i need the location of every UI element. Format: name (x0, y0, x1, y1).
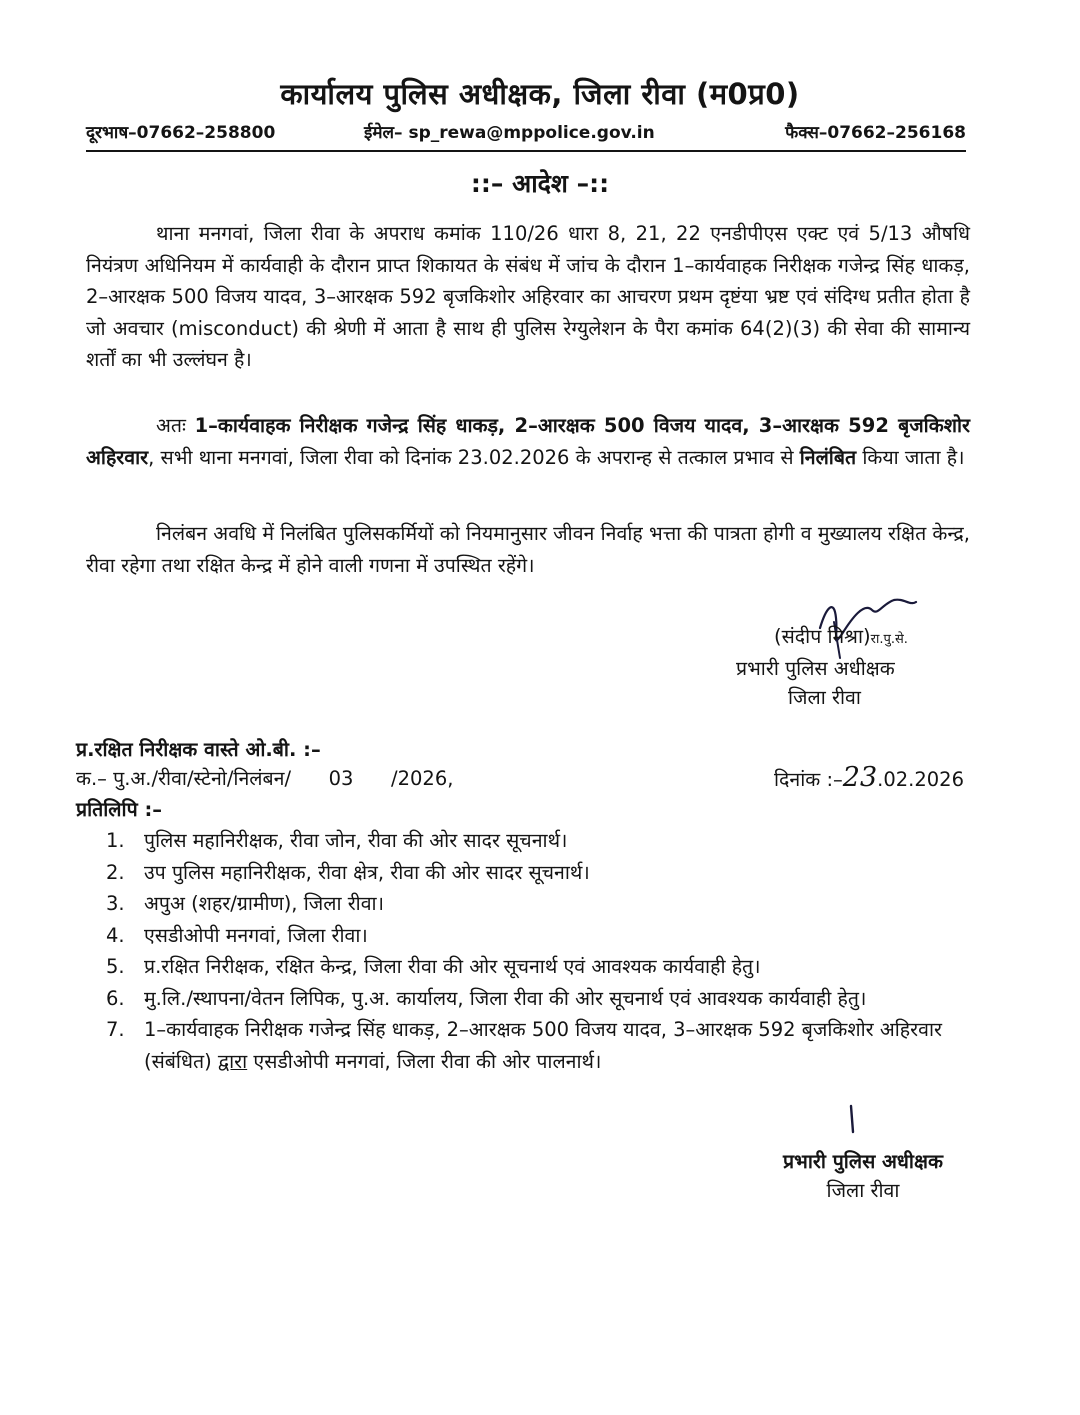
signatory-designation-2: प्रभारी पुलिस अधीक्षक (783, 1150, 943, 1173)
list-text: प्र.रक्षित निरीक्षक, रक्षित केन्द्र, जिला रीवा की ओर सूचनार्थ एवं आवश्यक कार्यवाही हेतु। (144, 955, 761, 978)
list-num: 5. (106, 955, 125, 978)
list-num: 6. (106, 986, 125, 1010)
list-item (106, 920, 986, 952)
list-num: 2. (106, 860, 125, 884)
signatory-service: रा.पु.से. (870, 632, 908, 647)
handwritten-mark (848, 1104, 856, 1134)
list-item (106, 983, 986, 1015)
list-text: एसडीओपी मनगवां, जिला रीवा। (144, 923, 368, 947)
date-rest: .02.2026 (877, 768, 964, 791)
list-text: अपुअ (शहर/ग्रामीण), जिला रीवा। (144, 892, 384, 915)
list-item (106, 951, 986, 983)
date-label: दिनांक :– (774, 768, 843, 791)
list-text: मु.लि./स्थापना/वेतन लिपिक, पु.अ. कार्यालय, जिला रीवा की ओर सूचनार्थ एवं आवश्यक कार्यवाही हेतु। (144, 986, 867, 1010)
paragraph-investigation (86, 218, 970, 376)
dispatch-date (774, 762, 964, 793)
paragraph-suspension (86, 410, 970, 473)
ref-number: 03 (328, 767, 354, 790)
list-num: 1. (106, 829, 125, 852)
list-num: 3. (106, 892, 125, 915)
paragraph-investigation-text: थाना मनगवां, जिला रीवा के अपराध कमांक 110/26 धारा 8, 21, 22 एनडीपीएस एक्ट एवं 5/13 औषधि नियंत्रण अधिनियम में कार्यवाही के दौरान प्राप्त शिकायत के संबंध में जांच के दौरान 1–कार्यवाहक निरीक्षक गजेन्द्र सिंह धाकड़, 2–आरक्षक 500 विजय यादव, 3–आरक्षक 592 बृजकिशोर अहिरवार का आचरण प्रथम दृष्टंया भ्रष्ट एवं संदिग्ध प्रतीत होता है जो अवचार (misconduct) की श्रेणी में आता है साथ ही पुलिस रेग्युलेशन के पैरा कमांक 64(2)(3) की सेवा की सामान्य शर्तों का भी उल्लंघन है। (86, 222, 970, 371)
signature-block-1 (736, 622, 976, 712)
list-text: उप पुलिस महानिरीक्षक, रीवा क्षेत्र, रीवा की ओर सादर सूचनार्थ। (144, 860, 590, 884)
paragraph-allowance-text: निलंबन अवधि में निलंबित पुलिसकर्मियों को नियमानुसार जीवन निर्वाह भत्ता की पात्रता होगी व मुख्यालय रक्षित केन्द्र, रीवा रहेगा तथा रक्षित केन्द्र में होने वाली गणना में उपस्थित रहेंगे। (86, 522, 970, 577)
list-num: 7. (106, 1018, 125, 1041)
copy-label: प्रतिलिपि :– (76, 798, 162, 821)
list-text: पुलिस महानिरीक्षक, रीवा जोन, रीवा की ओर सादर सूचनार्थ। (144, 829, 568, 852)
underlined-word: द्वारा (217, 1049, 248, 1073)
list-text: 1–कार्यवाहक निरीक्षक गजेन्द्र सिंह धाकड़, 2–आरक्षक 500 विजय यादव, 3–आरक्षक 592 बृजकिशोर अहिरवार (संबंधित) (144, 1018, 942, 1073)
order-heading: ::– आदेश –:: (470, 169, 610, 198)
signatory-district-2: जिला रीवा (826, 1179, 900, 1202)
signatory-district: जिला रीवा (788, 686, 861, 709)
p2-prefix: अतः (156, 414, 186, 437)
p2-suffix: किया जाता है। (862, 445, 965, 469)
phone-number: दूरभाष–07662–258800 (86, 123, 276, 143)
p2-middle: , सभी थाना मनगवां, जिला रीवा को दिनांक 23.02.2026 के अपरान्ह से तत्काल प्रभाव से (148, 445, 794, 469)
list-item (106, 1014, 986, 1077)
list-item (106, 825, 986, 857)
list-text: एसडीओपी मनगवां, जिला रीवा की ओर पालनार्थ। (253, 1049, 602, 1073)
list-item (106, 888, 986, 920)
signature-block-2 (748, 1147, 978, 1205)
signatory-name: (संदीप मिश्रा) (774, 625, 871, 648)
dispatch-reference (76, 765, 616, 792)
list-item (106, 857, 986, 889)
fax-number: फैक्स–07662–256168 (785, 123, 966, 143)
signatory-designation: प्रभारी पुलिस अधीक्षक (736, 657, 895, 680)
ref-suffix: /2026, (391, 767, 454, 790)
contact-row (86, 116, 966, 152)
office-title: कार्यालय पुलिस अधीक्षक, जिला रीवा (म0प्र0) (280, 77, 800, 111)
date-day-handwritten: 23 (842, 762, 878, 793)
ref-prefix: क.– पु.अ./रीवा/स्टेनो/निलंबन/ (76, 767, 292, 790)
suspended-word: निलंबित (799, 445, 857, 469)
dispatch-addressee: प्र.रक्षित निरीक्षक वास्ते ओ.बी. :– (76, 738, 321, 761)
copy-list (106, 825, 986, 1077)
list-num: 4. (106, 923, 125, 947)
email-address: ईमेल– sp_rewa@mppolice.gov.in (364, 123, 655, 143)
paragraph-allowance (86, 518, 970, 581)
suspended-officers: 1–कार्यवाहक निरीक्षक गजेन्द्र सिंह धाकड़, 2–आरक्षक 500 विजय यादव, 3–आरक्षक 592 बृजकिशोर अहिरवार (86, 414, 970, 469)
